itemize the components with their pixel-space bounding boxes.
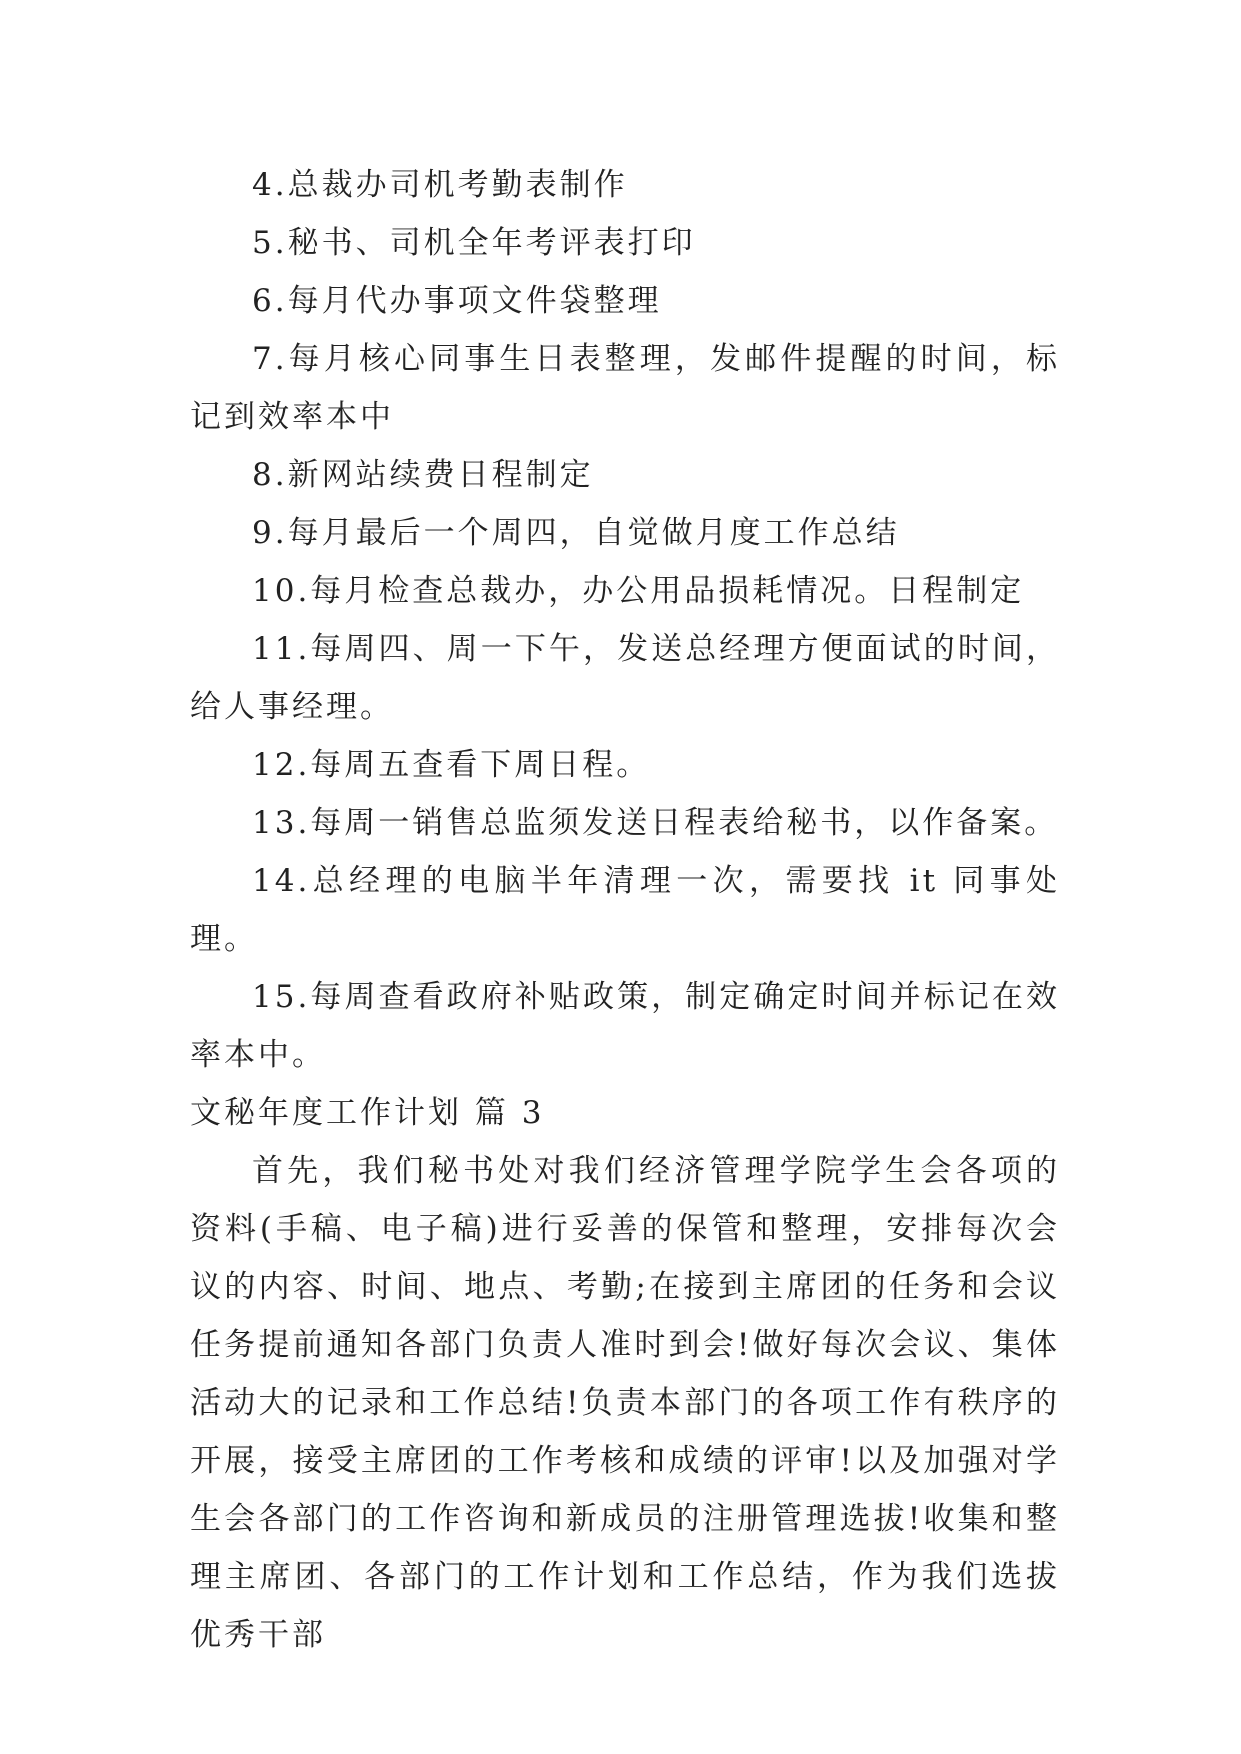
list-item: 13.每周一销售总监须发送日程表给秘书，以作备案。 xyxy=(252,805,1059,841)
list-item: 10.每月检查总裁办，办公用品损耗情况。日程制定 xyxy=(252,573,1025,609)
section-title: 文秘年度工作计划 篇 3 xyxy=(190,1095,545,1131)
list-item: 4.总裁办司机考勤表制作 xyxy=(252,167,628,203)
list-item: 8.新网站续费日程制定 xyxy=(252,457,594,493)
list-item: 6.每月代办事项文件袋整理 xyxy=(252,283,662,319)
list-item: 7.每月核心同事生日表整理，发邮件提醒的时间，标记到效率本中 xyxy=(190,341,1060,435)
body-paragraph: 首先，我们秘书处对我们经济管理学院学生会各项的资料(手稿、电子稿)进行妥善的保管和整理，安排每次会议的内容、时间、地点、考勤;在接到主席团的任务和会议任务提前通知各部门负责人准时到会!做好每次会议、集体活动大的记录和工作总结!负责本部门的各项工作有秩序的开展，接受主席团的工作考核和成绩的评审!以及加强对学生会各部门的工作咨询和新成员的注册管理选拔!收集和整理主席团、各部门的工作计划和工作总结，作为我们选拔优秀干部 xyxy=(190,1153,1060,1653)
list-item: 15.每周查看政府补贴政策，制定确定时间并标记在效率本中。 xyxy=(190,979,1060,1073)
list-item: 14.总经理的电脑半年清理一次，需要找 it 同事处理。 xyxy=(190,863,1060,957)
document-body xyxy=(190,156,1060,1664)
list-item: 12.每周五查看下周日程。 xyxy=(252,747,651,783)
list-item: 11.每周四、周一下午，发送总经理方便面试的时间，给人事经理。 xyxy=(190,631,1060,725)
list-item: 5.秘书、司机全年考评表打印 xyxy=(252,225,696,261)
list-item: 9.每月最后一个周四，自觉做月度工作总结 xyxy=(252,515,900,551)
